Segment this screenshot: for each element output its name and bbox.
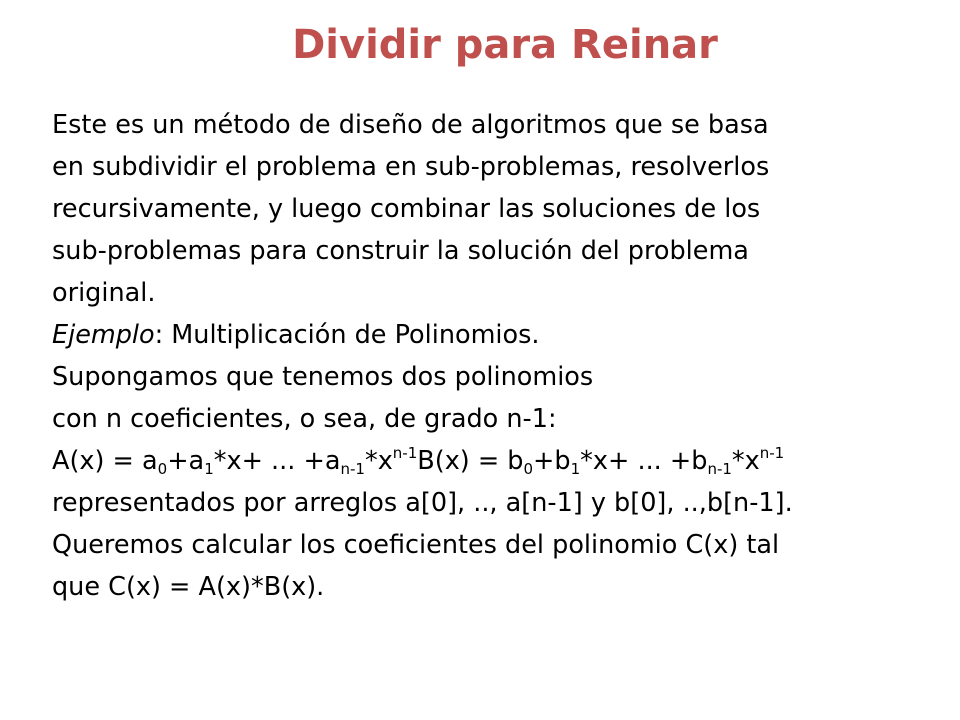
slide-title: Dividir para Reinar	[292, 22, 718, 68]
formula-line	[52, 440, 952, 482]
formula-a-supn1: n-1	[392, 444, 418, 462]
paragraph-line: recursivamente, y luego combinar las soluciones de los	[52, 194, 761, 224]
text-line: Queremos calcular los coeficientes del polinomio C(x) tal	[52, 530, 780, 560]
formula-b-star: *x	[731, 446, 760, 476]
text-line: Supongamos que tenemos dos polinomios	[52, 362, 594, 392]
slide-body	[52, 104, 952, 608]
text-line: con n coeficientes, o sea, de grado n-1:	[52, 404, 557, 434]
example-label: Ejemplo	[52, 320, 155, 350]
paragraph-line: Este es un método de diseño de algoritmos que se basa	[52, 110, 769, 140]
formula-b-sub1: 1	[570, 460, 581, 478]
paragraph-line: original.	[52, 278, 156, 308]
formula-a-sub1: 1	[204, 460, 214, 478]
formula-a-star: *x	[364, 446, 393, 476]
formula-a-mid: *x+ ... +a	[213, 446, 341, 476]
paragraph-line: en subdividir el problema en sub-problemas, resolverlos	[52, 152, 770, 182]
formula-a-plus: +a	[167, 446, 205, 476]
example-text: : Multiplicación de Polinomios.	[154, 320, 540, 350]
formula-b-plus: +b	[533, 446, 571, 476]
text-line: representados por arreglos a[0], .., a[n-1] y b[0], ..,b[n-1].	[52, 488, 793, 518]
formula-a-start: A(x) = a	[52, 446, 158, 476]
formula-b-sub0: 0	[523, 460, 534, 478]
formula-b-start: B(x) = b	[417, 446, 524, 476]
paragraph-line: sub-problemas para construir la solución del problema	[52, 236, 749, 266]
formula-b-supn1: n-1	[759, 444, 785, 462]
formula-b-subn1: n-1	[707, 460, 732, 478]
text-line: que C(x) = A(x)*B(x).	[52, 572, 325, 602]
formula-a-subn1: n-1	[340, 460, 365, 478]
formula-a-sub0: 0	[157, 460, 168, 478]
formula-b-mid: *x+ ... +b	[580, 446, 708, 476]
example-line	[52, 314, 952, 356]
